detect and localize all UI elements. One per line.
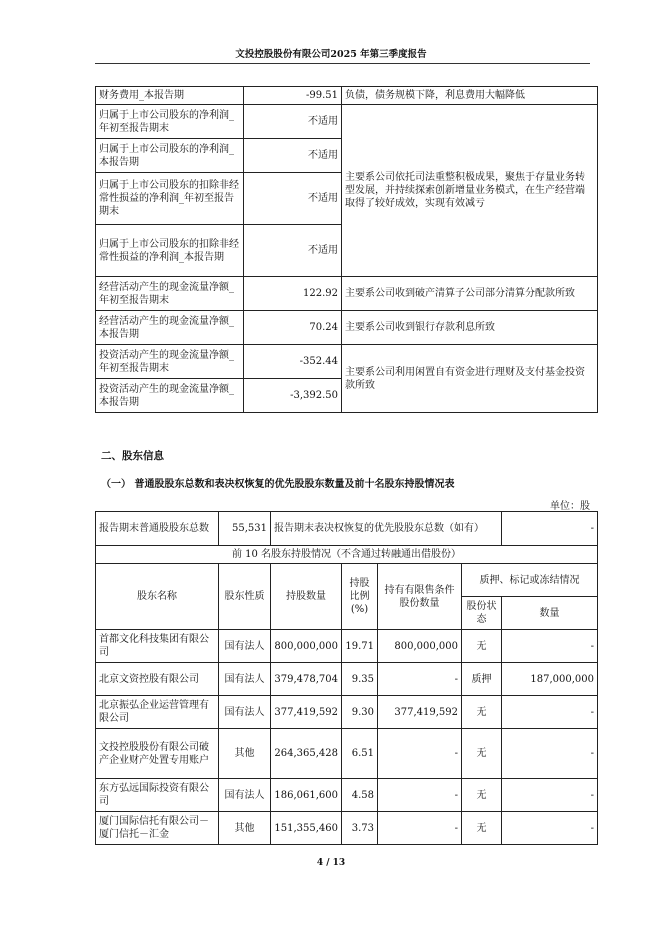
col-header-restricted: 持有有限售条件股份数量: [378, 564, 462, 630]
total-shareholders-label: 报告期末普通股股东总数: [96, 512, 219, 546]
table-row: [96, 311, 598, 345]
shareholder-nature: 国有法人: [219, 779, 271, 812]
value-cell: 不适用: [244, 139, 342, 173]
table-row: [96, 696, 598, 729]
shareholder-name: 东方弘远国际投资有限公司: [96, 779, 219, 812]
total-shareholders-value: 55,531: [219, 512, 271, 546]
shareholder-table: [95, 511, 598, 845]
reason-cell: 负债，债务规模下降，利息费用大幅降低: [342, 87, 598, 105]
subsection-title: （一） 普通股股东总数和表决权恢复的优先股股东数量及前十名股东持股情况表: [101, 479, 455, 490]
restricted-shares: -: [378, 812, 462, 845]
shareholder-nature: 其他: [219, 812, 271, 845]
preferred-shareholders-value: -: [502, 512, 598, 546]
item-cell: 归属于上市公司股东的净利润_本报告期: [96, 139, 244, 173]
pledge-status: 无: [462, 630, 502, 663]
share-ratio: 3.73: [342, 812, 378, 845]
col-header-pledge-group: 质押、标记或冻结情况: [462, 564, 598, 597]
pledge-quantity: -: [502, 630, 598, 663]
shares-held: 264,365,428: [271, 729, 342, 779]
reason-cell: 主要系公司收到银行存款利息所致: [342, 311, 598, 345]
shares-held: 186,061,600: [271, 779, 342, 812]
restricted-shares: -: [378, 779, 462, 812]
value-cell: 122.92: [244, 277, 342, 311]
shares-held: 377,419,592: [271, 696, 342, 729]
shares-held: 151,355,460: [271, 812, 342, 845]
table-row: [96, 663, 598, 696]
reason-cell: 主要系公司利用闲置自有资金进行理财及支付基金投资款所致: [342, 345, 598, 413]
shareholder-name: 文投控股股份有限公司破产企业财产处置专用账户: [96, 729, 219, 779]
shares-held: 379,478,704: [271, 663, 342, 696]
pledge-status: 无: [462, 812, 502, 845]
header-row: [96, 564, 598, 597]
caption-row: [96, 546, 598, 564]
item-cell: 经营活动产生的现金流量净额_本报告期: [96, 311, 244, 345]
col-header-nature: 股东性质: [219, 564, 271, 630]
shareholder-nature: 国有法人: [219, 696, 271, 729]
value-cell: -99.51: [244, 87, 342, 105]
reason-cell: 主要系公司收到破产清算子公司部分清算分配款所致: [342, 277, 598, 311]
header-divider: [95, 63, 590, 64]
shareholder-name: 北京文资控股有限公司: [96, 663, 219, 696]
pledge-status: 无: [462, 696, 502, 729]
share-ratio: 19.71: [342, 630, 378, 663]
shareholder-name: 北京振弘企业运营管理有限公司: [96, 696, 219, 729]
value-cell: 不适用: [244, 225, 342, 277]
col-header-shares: 持股数量: [271, 564, 342, 630]
item-cell: 投资活动产生的现金流量净额_年初至报告期末: [96, 345, 244, 379]
col-header-ratio: 持股比例(%): [342, 564, 378, 630]
pledge-status: 质押: [462, 663, 502, 696]
share-ratio: 6.51: [342, 729, 378, 779]
pledge-quantity: -: [502, 729, 598, 779]
pledge-quantity: -: [502, 696, 598, 729]
item-cell: 经营活动产生的现金流量净额_年初至报告期末: [96, 277, 244, 311]
pledge-quantity: -: [502, 812, 598, 845]
section-title: 二、股东信息: [101, 450, 164, 462]
pledge-quantity: 187,000,000: [502, 663, 598, 696]
table-row: [96, 345, 598, 379]
col-header-name: 股东名称: [96, 564, 219, 630]
share-ratio: 9.30: [342, 696, 378, 729]
reason-cell: 主要系公司依托司法重整积极成果，聚焦于存量业务转型发展，并持续探索创新增量业务模式，在生产经营端取得了较好成效，实现有效减亏: [342, 105, 598, 277]
value-cell: 不适用: [244, 105, 342, 139]
table-row: [96, 779, 598, 812]
item-cell: 归属于上市公司股东的扣除非经常性损益的净利润_年初至报告期末: [96, 173, 244, 225]
value-cell: 不适用: [244, 173, 342, 225]
item-cell: 财务费用_本报告期: [96, 87, 244, 105]
share-ratio: 4.58: [342, 779, 378, 812]
pledge-status: 无: [462, 779, 502, 812]
top10-caption: 前 10 名股东持股情况（不含通过转融通出借股份）: [96, 546, 598, 564]
shareholder-nature: 其他: [219, 729, 271, 779]
shareholder-nature: 国有法人: [219, 663, 271, 696]
shareholder-nature: 国有法人: [219, 630, 271, 663]
col-header-pledge-qty: 数量: [502, 597, 598, 630]
restricted-shares: -: [378, 729, 462, 779]
summary-row: [96, 512, 598, 546]
table-row: [96, 87, 598, 105]
share-ratio: 9.35: [342, 663, 378, 696]
value-cell: -3,392.50: [244, 379, 342, 413]
restricted-shares: 800,000,000: [378, 630, 462, 663]
variance-table: [95, 86, 598, 413]
value-cell: -352.44: [244, 345, 342, 379]
preferred-shareholders-label: 报告期末表决权恢复的优先股股东总数（如有）: [271, 512, 502, 546]
item-cell: 归属于上市公司股东的扣除非经常性损益的净利润_本报告期: [96, 225, 244, 277]
shares-held: 800,000,000: [271, 630, 342, 663]
pledge-status: 无: [462, 729, 502, 779]
item-cell: 归属于上市公司股东的净利润_年初至报告期末: [96, 105, 244, 139]
table-row: [96, 277, 598, 311]
table-row: [96, 812, 598, 845]
shareholder-name: 厦门国际信托有限公司－厦门信托－汇金: [96, 812, 219, 845]
shareholder-name: 首都文化科技集团有限公司: [96, 630, 219, 663]
page-header: 文投控股股份有限公司2025 年第三季度报告: [235, 49, 427, 60]
restricted-shares: -: [378, 663, 462, 696]
table-row: [96, 630, 598, 663]
value-cell: 70.24: [244, 311, 342, 345]
table-row: [96, 105, 598, 139]
item-cell: 投资活动产生的现金流量净额_本报告期: [96, 379, 244, 413]
unit-label: 单位：股: [550, 501, 590, 512]
table-row: [96, 729, 598, 779]
pledge-quantity: -: [502, 779, 598, 812]
col-header-pledge-status: 股份状态: [462, 597, 502, 630]
page-number: 4 / 13: [316, 858, 346, 868]
restricted-shares: 377,419,592: [378, 696, 462, 729]
